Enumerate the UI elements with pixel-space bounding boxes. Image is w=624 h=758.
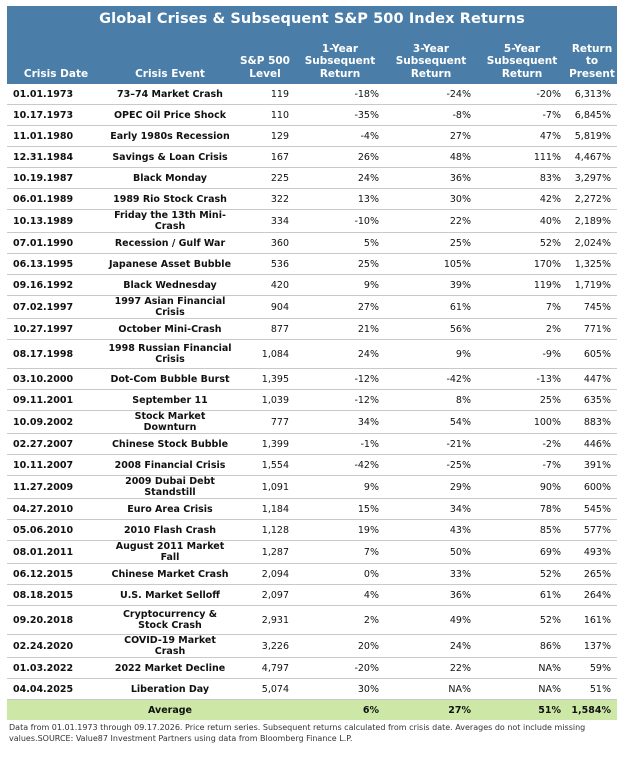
cell-y5: 111%: [477, 147, 567, 168]
cell-y1: 21%: [295, 319, 385, 340]
cell-date: 08.01.2011: [7, 541, 105, 564]
cell-level: 1,039: [235, 390, 295, 411]
cell-y3: 34%: [385, 499, 477, 520]
header-crisis-event: Crisis Event: [105, 32, 235, 84]
header-row: [7, 32, 617, 84]
cell-y1: -20%: [295, 658, 385, 679]
cell-y3: 39%: [385, 275, 477, 296]
cell-y1: 24%: [295, 168, 385, 189]
cell-y1: 27%: [295, 296, 385, 319]
cell-level: 1,554: [235, 455, 295, 476]
cell-event: September 11: [105, 390, 235, 411]
cell-y3: 25%: [385, 233, 477, 254]
cell-y1: -18%: [295, 84, 385, 105]
cell-level: 904: [235, 296, 295, 319]
cell-present: 2,024%: [567, 233, 617, 254]
cell-y5: 90%: [477, 476, 567, 499]
table-row: [7, 126, 617, 147]
cell-event: August 2011 Market Fall: [105, 541, 235, 564]
cell-y1: 7%: [295, 541, 385, 564]
cell-y3: 49%: [385, 606, 477, 635]
cell-date: 04.04.2025: [7, 679, 105, 700]
cell-event: 2010 Flash Crash: [105, 520, 235, 541]
cell-y1: 4%: [295, 585, 385, 606]
table-title: Global Crises & Subsequent S&P 500 Index Returns: [7, 6, 617, 32]
cell-event: OPEC Oil Price Shock: [105, 105, 235, 126]
cell-level: 334: [235, 210, 295, 233]
cell-y3: 36%: [385, 168, 477, 189]
cell-y1: 15%: [295, 499, 385, 520]
cell-y5: 170%: [477, 254, 567, 275]
cell-level: 322: [235, 189, 295, 210]
cell-date: 09.16.1992: [7, 275, 105, 296]
cell-event: 1989 Rio Stock Crash: [105, 189, 235, 210]
cell-y5: NA%: [477, 658, 567, 679]
cell-y5: 25%: [477, 390, 567, 411]
cell-date: 01.01.1973: [7, 84, 105, 105]
cell-y5: 52%: [477, 606, 567, 635]
cell-y3: 43%: [385, 520, 477, 541]
cell-event: COVID-19 Market Crash: [105, 635, 235, 658]
cell-date: 09.20.2018: [7, 606, 105, 635]
cell-y3: 50%: [385, 541, 477, 564]
table-row: [7, 434, 617, 455]
cell-y3: 22%: [385, 658, 477, 679]
cell-event: Euro Area Crisis: [105, 499, 235, 520]
cell-event: Japanese Asset Bubble: [105, 254, 235, 275]
cell-level: 129: [235, 126, 295, 147]
cell-level: 5,074: [235, 679, 295, 700]
header-sp500-level: S&P 500 Level: [235, 32, 295, 84]
cell-y1: -10%: [295, 210, 385, 233]
cell-level: 1,395: [235, 369, 295, 390]
table-row: [7, 233, 617, 254]
cell-y3: 22%: [385, 210, 477, 233]
cell-level: 536: [235, 254, 295, 275]
cell-event: 2022 Market Decline: [105, 658, 235, 679]
cell-level: 1,287: [235, 541, 295, 564]
cell-y3: 105%: [385, 254, 477, 275]
report-container: [7, 6, 617, 744]
cell-event: Savings & Loan Crisis: [105, 147, 235, 168]
cell-event: Friday the 13th Mini-Crash: [105, 210, 235, 233]
table-row: [7, 189, 617, 210]
cell-date: 10.09.2002: [7, 411, 105, 434]
cell-date: 01.03.2022: [7, 658, 105, 679]
cell-event: October Mini-Crash: [105, 319, 235, 340]
table-row: [7, 541, 617, 564]
cell-y1: 26%: [295, 147, 385, 168]
table-row: [7, 635, 617, 658]
cell-y5: -9%: [477, 340, 567, 369]
table-row: [7, 84, 617, 105]
cell-y3: 54%: [385, 411, 477, 434]
cell-event: Black Monday: [105, 168, 235, 189]
cell-y5: -7%: [477, 105, 567, 126]
cell-event: 73–74 Market Crash: [105, 84, 235, 105]
cell-event: Early 1980s Recession: [105, 126, 235, 147]
cell-present: 161%: [567, 606, 617, 635]
cell-date: 10.11.2007: [7, 455, 105, 476]
cell-date: 04.27.2010: [7, 499, 105, 520]
cell-present: 137%: [567, 635, 617, 658]
cell-y1: -12%: [295, 390, 385, 411]
cell-present: 883%: [567, 411, 617, 434]
cell-y5: 119%: [477, 275, 567, 296]
cell-date: 08.18.2015: [7, 585, 105, 606]
cell-y3: 29%: [385, 476, 477, 499]
cell-present: 1,325%: [567, 254, 617, 275]
cell-y5: 42%: [477, 189, 567, 210]
cell-y1: -4%: [295, 126, 385, 147]
cell-y5: -13%: [477, 369, 567, 390]
table-row: [7, 340, 617, 369]
cell-present: 1,719%: [567, 275, 617, 296]
cell-y5: 52%: [477, 233, 567, 254]
cell-y1: -42%: [295, 455, 385, 476]
cell-date: 06.01.1989: [7, 189, 105, 210]
average-y5: 51%: [477, 700, 567, 721]
cell-y1: 24%: [295, 340, 385, 369]
cell-event: 1998 Russian Financial Crisis: [105, 340, 235, 369]
cell-y3: 27%: [385, 126, 477, 147]
cell-y1: 30%: [295, 679, 385, 700]
cell-y5: 40%: [477, 210, 567, 233]
table-row: [7, 168, 617, 189]
cell-date: 11.27.2009: [7, 476, 105, 499]
cell-y1: -35%: [295, 105, 385, 126]
cell-y5: 85%: [477, 520, 567, 541]
cell-present: 6,313%: [567, 84, 617, 105]
cell-y5: -20%: [477, 84, 567, 105]
cell-y5: -2%: [477, 434, 567, 455]
cell-y5: 83%: [477, 168, 567, 189]
cell-present: 265%: [567, 564, 617, 585]
table-row: [7, 564, 617, 585]
cell-present: 771%: [567, 319, 617, 340]
average-empty-cell: [235, 700, 295, 721]
cell-level: 119: [235, 84, 295, 105]
table-row: [7, 210, 617, 233]
cell-y1: 2%: [295, 606, 385, 635]
cell-present: 3,297%: [567, 168, 617, 189]
cell-present: 4,467%: [567, 147, 617, 168]
cell-y5: 47%: [477, 126, 567, 147]
cell-y3: 8%: [385, 390, 477, 411]
cell-event: 2009 Dubai Debt Standstill: [105, 476, 235, 499]
cell-event: Black Wednesday: [105, 275, 235, 296]
cell-y1: 5%: [295, 233, 385, 254]
cell-y3: 61%: [385, 296, 477, 319]
cell-date: 03.10.2000: [7, 369, 105, 390]
cell-event: Cryptocurrency & Stock Crash: [105, 606, 235, 635]
table-row: [7, 296, 617, 319]
cell-present: 2,272%: [567, 189, 617, 210]
average-present: 1,584%: [567, 700, 617, 721]
cell-level: 1,128: [235, 520, 295, 541]
cell-y3: 33%: [385, 564, 477, 585]
average-row: [7, 700, 617, 721]
cell-y1: 9%: [295, 275, 385, 296]
cell-y3: 36%: [385, 585, 477, 606]
cell-event: Stock Market Downturn: [105, 411, 235, 434]
cell-y5: NA%: [477, 679, 567, 700]
cell-date: 09.11.2001: [7, 390, 105, 411]
cell-present: 745%: [567, 296, 617, 319]
table-row: [7, 606, 617, 635]
cell-date: 08.17.1998: [7, 340, 105, 369]
cell-event: Dot-Com Bubble Burst: [105, 369, 235, 390]
table-row: [7, 275, 617, 296]
table-row: [7, 499, 617, 520]
cell-date: 07.01.1990: [7, 233, 105, 254]
cell-level: 2,931: [235, 606, 295, 635]
cell-present: 447%: [567, 369, 617, 390]
cell-present: 5,819%: [567, 126, 617, 147]
table-body: [7, 84, 617, 720]
cell-present: 264%: [567, 585, 617, 606]
average-y1: 6%: [295, 700, 385, 721]
cell-y1: 0%: [295, 564, 385, 585]
cell-present: 6,845%: [567, 105, 617, 126]
average-empty-cell: [7, 700, 105, 721]
cell-y5: 69%: [477, 541, 567, 564]
cell-level: 1,084: [235, 340, 295, 369]
cell-event: Chinese Stock Bubble: [105, 434, 235, 455]
cell-y3: 24%: [385, 635, 477, 658]
cell-y3: 9%: [385, 340, 477, 369]
cell-y1: 9%: [295, 476, 385, 499]
header-5yr-return: 5-Year Subsequent Return: [477, 32, 567, 84]
cell-y1: -12%: [295, 369, 385, 390]
cell-y1: 20%: [295, 635, 385, 658]
average-y3: 27%: [385, 700, 477, 721]
cell-y3: 30%: [385, 189, 477, 210]
cell-event: 2008 Financial Crisis: [105, 455, 235, 476]
cell-date: 05.06.2010: [7, 520, 105, 541]
cell-level: 1,091: [235, 476, 295, 499]
cell-date: 06.12.2015: [7, 564, 105, 585]
cell-event: Recession / Gulf War: [105, 233, 235, 254]
table-row: [7, 254, 617, 275]
table-row: [7, 455, 617, 476]
cell-present: 51%: [567, 679, 617, 700]
cell-y3: -8%: [385, 105, 477, 126]
cell-present: 2,189%: [567, 210, 617, 233]
cell-y5: 78%: [477, 499, 567, 520]
header-return-to-present: Return to Present: [567, 32, 617, 84]
cell-date: 10.17.1973: [7, 105, 105, 126]
cell-date: 02.27.2007: [7, 434, 105, 455]
cell-y5: 7%: [477, 296, 567, 319]
cell-y3: -24%: [385, 84, 477, 105]
cell-y5: -7%: [477, 455, 567, 476]
table-row: [7, 520, 617, 541]
header-crisis-date: Crisis Date: [7, 32, 105, 84]
cell-date: 11.01.1980: [7, 126, 105, 147]
cell-date: 07.02.1997: [7, 296, 105, 319]
cell-level: 1,184: [235, 499, 295, 520]
cell-y5: 86%: [477, 635, 567, 658]
cell-y5: 2%: [477, 319, 567, 340]
cell-y3: 56%: [385, 319, 477, 340]
crisis-returns-table: [7, 32, 617, 720]
cell-level: 4,797: [235, 658, 295, 679]
header-3yr-return: 3-Year Subsequent Return: [385, 32, 477, 84]
cell-present: 577%: [567, 520, 617, 541]
cell-y3: -21%: [385, 434, 477, 455]
table-row: [7, 390, 617, 411]
table-row: [7, 585, 617, 606]
cell-date: 12.31.1984: [7, 147, 105, 168]
cell-y3: NA%: [385, 679, 477, 700]
cell-y1: -1%: [295, 434, 385, 455]
cell-date: 10.27.1997: [7, 319, 105, 340]
cell-event: 1997 Asian Financial Crisis: [105, 296, 235, 319]
table-row: [7, 679, 617, 700]
cell-level: 110: [235, 105, 295, 126]
cell-present: 391%: [567, 455, 617, 476]
cell-y1: 25%: [295, 254, 385, 275]
header-1yr-return: 1-Year Subsequent Return: [295, 32, 385, 84]
table-row: [7, 147, 617, 168]
cell-level: 420: [235, 275, 295, 296]
cell-y5: 100%: [477, 411, 567, 434]
cell-level: 2,097: [235, 585, 295, 606]
cell-present: 446%: [567, 434, 617, 455]
cell-y3: -42%: [385, 369, 477, 390]
average-label: Average: [105, 700, 235, 721]
table-row: [7, 411, 617, 434]
cell-date: 06.13.1995: [7, 254, 105, 275]
table-row: [7, 476, 617, 499]
cell-y1: 13%: [295, 189, 385, 210]
cell-level: 225: [235, 168, 295, 189]
cell-event: Liberation Day: [105, 679, 235, 700]
table-row: [7, 319, 617, 340]
cell-level: 360: [235, 233, 295, 254]
cell-date: 10.13.1989: [7, 210, 105, 233]
cell-level: 777: [235, 411, 295, 434]
cell-level: 1,399: [235, 434, 295, 455]
cell-level: 877: [235, 319, 295, 340]
cell-date: 02.24.2020: [7, 635, 105, 658]
cell-level: 167: [235, 147, 295, 168]
cell-event: Chinese Market Crash: [105, 564, 235, 585]
cell-y1: 34%: [295, 411, 385, 434]
cell-y1: 19%: [295, 520, 385, 541]
cell-present: 59%: [567, 658, 617, 679]
cell-y5: 61%: [477, 585, 567, 606]
cell-y3: 48%: [385, 147, 477, 168]
cell-y3: -25%: [385, 455, 477, 476]
cell-present: 600%: [567, 476, 617, 499]
table-row: [7, 105, 617, 126]
cell-level: 2,094: [235, 564, 295, 585]
footnote: Data from 01.01.1973 through 09.17.2026. Price return series. Subsequent returns calculated from crisis date. Averages do not include missing values.SOURCE: Value87 Investment Partners using data from Bloomberg Finance L.P.: [9, 723, 586, 743]
cell-present: 545%: [567, 499, 617, 520]
cell-y5: 52%: [477, 564, 567, 585]
cell-level: 3,226: [235, 635, 295, 658]
table-row: [7, 658, 617, 679]
cell-date: 10.19.1987: [7, 168, 105, 189]
cell-event: U.S. Market Selloff: [105, 585, 235, 606]
cell-present: 635%: [567, 390, 617, 411]
cell-present: 493%: [567, 541, 617, 564]
table-row: [7, 369, 617, 390]
cell-present: 605%: [567, 340, 617, 369]
